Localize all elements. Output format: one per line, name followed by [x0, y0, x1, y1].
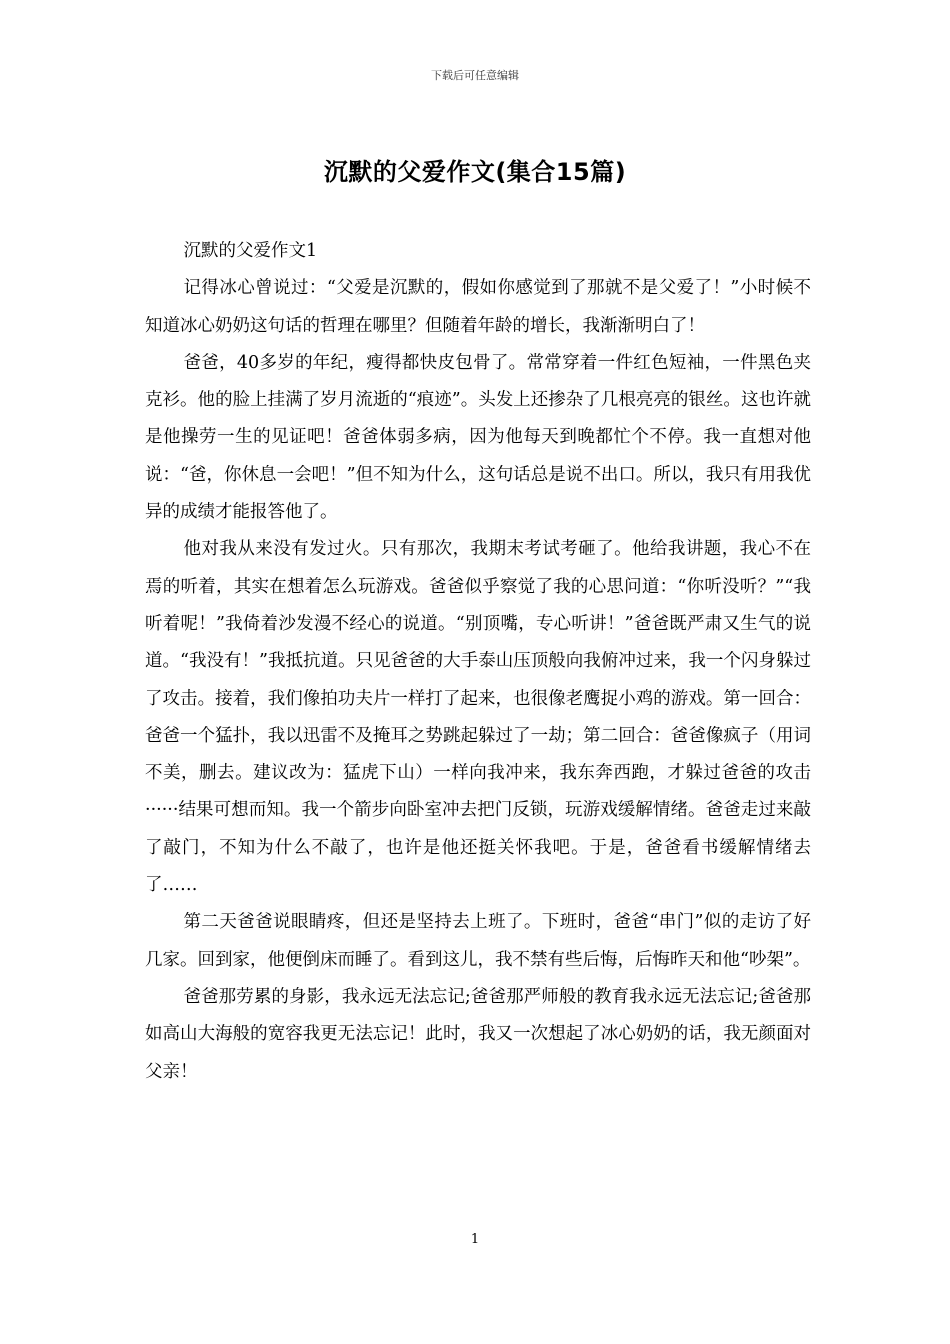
page-number: 1: [470, 1232, 480, 1247]
paragraph: 爸爸那劳累的身影，我永远无法忘记;爸爸那严师般的教育我永远无法忘记;爸爸那如高山大海般的宽容我更无法忘记！此时，我又一次想起了冰心奶奶的话，我无颜面对父亲！: [145, 986, 811, 1082]
header-note: 下载后可任意编辑: [431, 69, 519, 82]
section-heading: 沉默的父爱作文1: [183, 241, 318, 261]
paragraph: 第二天爸爸说眼睛疼，但还是坚持去上班了。下班时，爸爸“串门”似的走访了好几家。回到家，他便倒床而睡了。看到这儿，我不禁有些后悔，后悔昨天和他“吵架”。: [145, 912, 811, 970]
paragraph: 他对我从来没有发过火。只有那次，我期末考试考砸了。他给我讲题，我心不在焉的听着，其实在想着怎么玩游戏。爸爸似乎察觉了我的心思问道：“你听没听？”“我听着呢！”我倚着沙发漫不经心的说道。“别顶嘴，专心听讲！”爸爸既严肃又生气的说道。“我没有！”我抵抗道。只见爸爸的大手泰山压顶般向我俯冲过来，我一个闪身躲过了攻击。接着，我们像拍功夫片一样打了起来，也很像老鹰捉小鸡的游戏。第一回合：爸爸一个猛扑，我以迅雷不及掩耳之势跳起躲过了一劫；第二回合：爸爸像疯子（用词不美，删去。建议改为：猛虎下山）一样向我冲来，我东奔西跑，才躲过爸爸的攻击······结果可想而知。我一个箭步向卧室冲去把门反锁，玩游戏缓解情绪。爸爸走过来敲了敲门，不知为什么不敲了，也许是他还挺关怀我吧。于是，爸爸看书缓解情绪去了……: [145, 539, 811, 896]
document-title: 沉默的父爱作文(集合15篇): [323, 158, 627, 186]
paragraph: 爸爸，40多岁的年纪，瘦得都快皮包骨了。常常穿着一件红色短袖，一件黑色夹克衫。他的脸上挂满了岁月流逝的“痕迹”。头发上还掺杂了几根亮亮的银丝。这也许就是他操劳一生的见证吧！爸爸体弱多病，因为他每天到晚都忙个不停。我一直想对他说：“爸，你休息一会吧！”但不知为什么，这句话总是说不出口。所以，我只有用我优异的成绩才能报答他了。: [145, 352, 811, 523]
paragraph: 记得冰心曾说过：“父爱是沉默的，假如你感觉到了那就不是父爱了！”小时候不知道冰心奶奶这句话的哲理在哪里？但随着年龄的增长，我渐渐明白了！: [145, 278, 811, 336]
document-body: [145, 233, 811, 1091]
